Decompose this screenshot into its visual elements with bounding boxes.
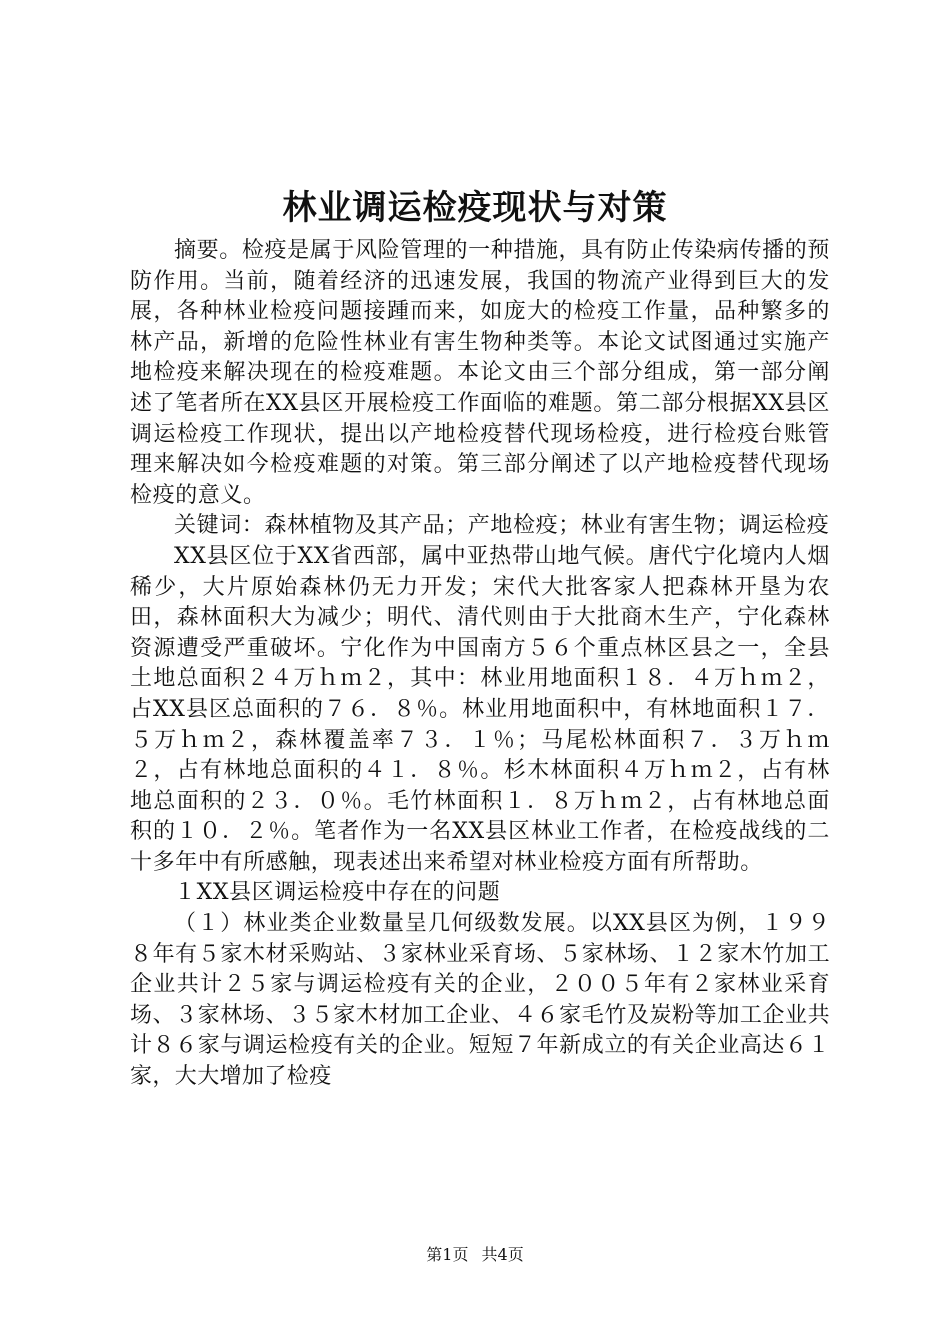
keywords-paragraph: 关键词：森林植物及其产品；产地检疫；林业有害生物；调运检疫 (174, 513, 830, 539)
document-body (130, 236, 830, 1093)
abstract-paragraph: 摘要。检疫是属于风险管理的一种措施，具有防止传染病传播的预防作用。当前，随着经济的迅速发展，我国的物流产业得到巨大的发展，各种林业检疫问题接踵而来，如庞大的检疫工作量，品种繁多的林产品，新增的危险性林业有害生物种类等。本论文试图通过实施产地检疫来解决现在的检疫难题。本论文由三个部分组成，第一部分阐述了笔者所在XX县区开展检疫工作面临的难题。第二部分根据XX县区调运检疫工作现状，提出以产地检疫替代现场检疫，进行检疫台账管理来解决如今检疫难题的对策。第三部分阐述了以产地检疫替代现场检疫的意义。 (130, 238, 830, 508)
document-title: 林业调运检疫现状与对策 (282, 188, 668, 228)
page-total: 共4页 (481, 1245, 524, 1264)
section-paragraph: （１）林业类企业数量呈几何级数发展。以XX县区为例，１９９８年有５家木材采购站、３家林业采育场、５家林场、１２家木竹加工企业共计２５家与调运检疫有关的企业，２００５年有２家林业采育场、３家林场、３５家木材加工企业、４６家毛竹及炭粉等加工企业共计８６家与调运检疫有关的企业。短短７年新成立的有关企业高达６１家，大大增加了检疫 (130, 911, 830, 1090)
page-number: 第1页 (426, 1245, 469, 1264)
page-footer (0, 1244, 950, 1266)
section-heading: １XX县区调运检疫中存在的问题 (174, 880, 501, 906)
background-paragraph: XX县区位于XX省西部，属中亚热带山地气候。唐代宁化境内人烟稀少，大片原始森林仍无力开发；宋代大批客家人把森林开垦为农田，森林面积大为减少；明代、清代则由于大批商木生产，宁化森林资源遭受严重破坏。宁化作为中国南方５６个重点林区县之一，全县土地总面积２４万ｈｍ２，其中：林业用地面积１８．４万ｈｍ２，占XX县区总面积的７６．８％。林业用地面积中，有林地面积１７．５万ｈｍ２，森林覆盖率７３．１％；马尾松林面积７．３万ｈｍ２，占有林地总面积的４１．８％。杉木林面积４万ｈｍ２，占有林地总面积的２３．０％。毛竹林面积１．８万ｈｍ２，占有林地总面积的１０．２％。笔者作为一名XX县区林业工作者，在检疫战线的二十多年中有所感触，现表述出来希望对林业检疫方面有所帮助。 (130, 543, 830, 875)
